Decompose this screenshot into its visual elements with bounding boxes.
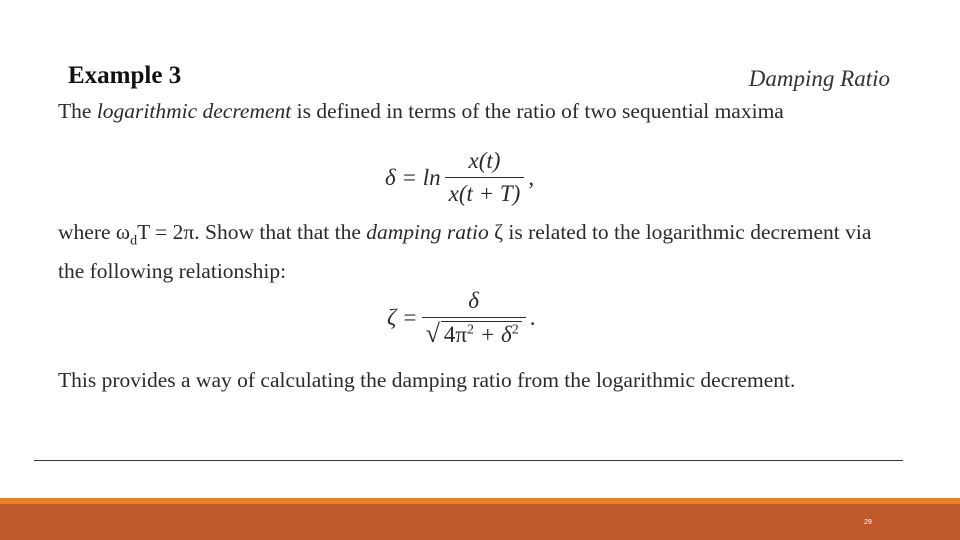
equation1-numerator: x(t) xyxy=(468,148,501,173)
equation2-numerator: δ xyxy=(468,288,479,313)
problem-paragraph xyxy=(58,217,898,286)
square-root xyxy=(426,321,522,348)
divider-line xyxy=(34,460,903,461)
logarithmic-decrement-term: logarithmic decrement xyxy=(96,99,292,123)
radicand xyxy=(441,321,522,348)
damping-ratio-equation xyxy=(387,288,535,348)
equation1-trail: , xyxy=(528,164,535,190)
equation2-lhs: ζ = xyxy=(387,305,418,330)
problem-rest: ζ is related to the logarithmic decrement via the following relationship: xyxy=(58,220,872,284)
equation2-fraction xyxy=(422,288,526,348)
omega-subscript: d xyxy=(130,233,138,249)
radical-sign-icon: √ xyxy=(425,319,440,348)
definition-lead: The xyxy=(58,99,97,123)
equation1-lhs: δ = ln xyxy=(385,164,441,190)
equation2-trail: . xyxy=(529,305,536,330)
slide-title: Example 3 xyxy=(60,62,187,90)
footer-bar xyxy=(0,504,960,540)
definition-rest: is defined in terms of the ratio of two sequential maxima xyxy=(291,99,784,123)
equation1-fraction xyxy=(445,148,525,207)
log-decrement-equation xyxy=(385,148,534,207)
page-number: 29 xyxy=(864,519,872,526)
damping-ratio-term: damping ratio xyxy=(366,220,489,244)
problem-lead: where ω xyxy=(58,220,131,244)
topic-heading: Damping Ratio xyxy=(748,66,890,91)
radicand-exponent-2: 2 xyxy=(511,322,519,338)
equation1-denominator: x(t + T) xyxy=(445,177,525,207)
equation2-denominator xyxy=(422,317,526,348)
conclusion-paragraph: This provides a way of calculating the damping ratio from the logarithmic decrement. xyxy=(58,368,796,392)
radicand-plus-delta: + δ xyxy=(474,322,512,347)
radicand-exponent: 2 xyxy=(467,322,474,338)
problem-mid: T = 2π. Show that that the xyxy=(137,220,367,244)
definition-paragraph xyxy=(58,96,898,126)
radicand-base: 4π xyxy=(443,322,467,347)
